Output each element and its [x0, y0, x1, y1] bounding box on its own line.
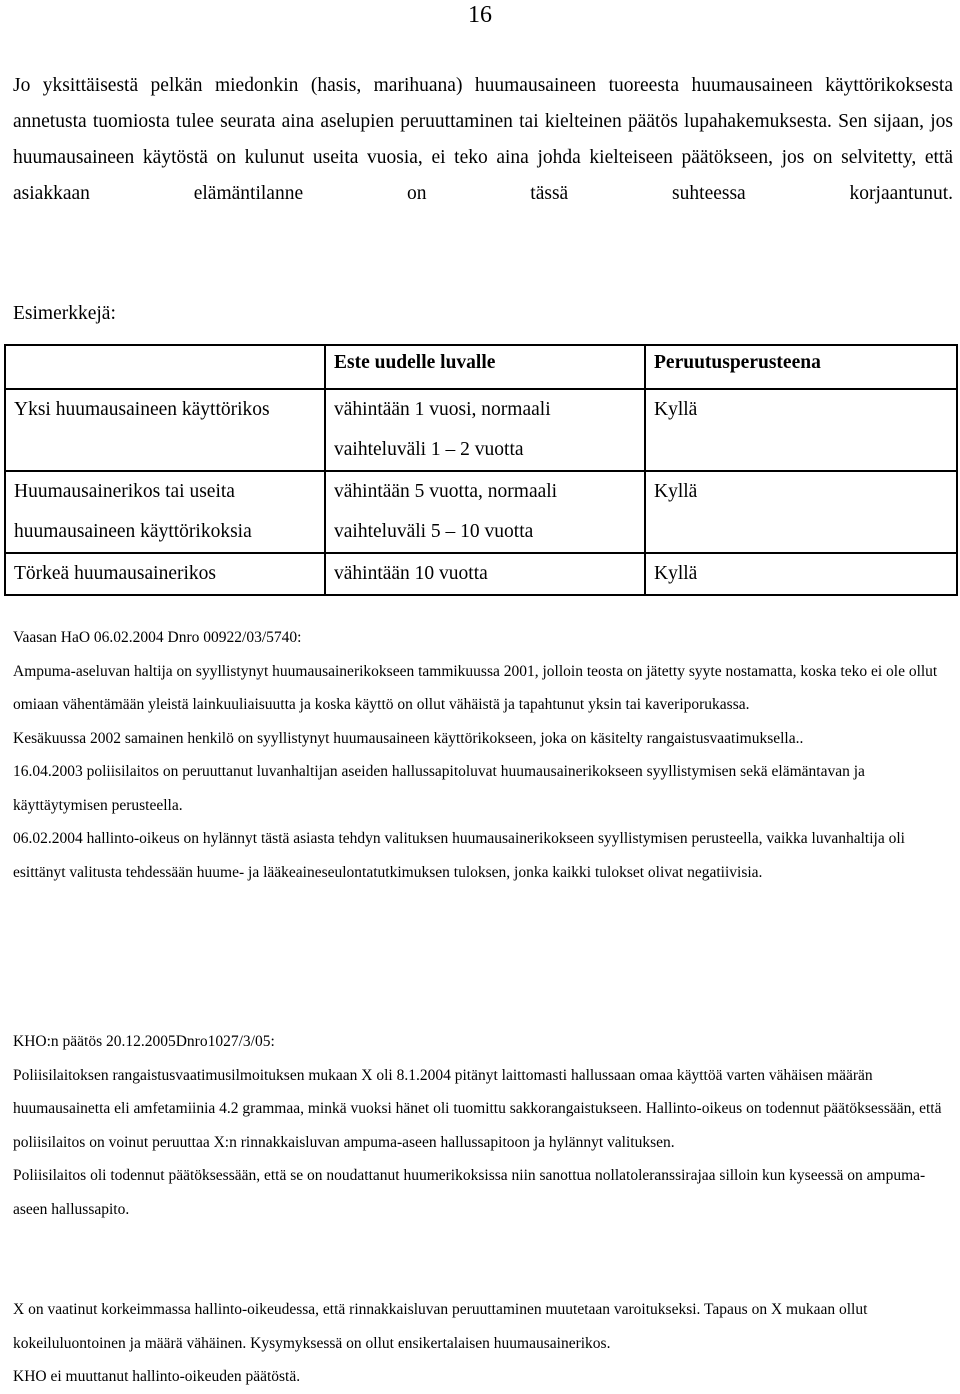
case-paragraph: Ampuma-aseluvan haltija on syyllistynyt huumausainerikokseen tammikuussa 2001, jolloin teosta on jätetty syyte nostamatta, koska teko ei ole ollut omiaan vähentämään yleistä lainkuuliaisuutta ja koska käyttö on ollut vähäistä ja tapahtunut yksin tai kaveriporukassa. [13, 662, 938, 713]
table-cell-obstacle: vähintään 5 vuotta, normaali vaihteluväli 5 – 10 vuotta [325, 471, 645, 553]
examples-heading: Esimerkkejä: [13, 303, 116, 324]
table-cell-offence: Yksi huumausaineen käyttörikos [5, 389, 325, 471]
case-paragraph: Poliisilaitoksen rangaistusvaatimusilmoituksen mukaan X oli 8.1.2004 pitänyt laittomasti hallussaan omaa käyttöä varten vähäisen määrän huumausainetta eli amfetamiinia 4.2 grammaa, minkä vuoksi hänet oli tuomittu sakkorangaistukseen. Hallinto-oikeus on todennut päätöksessään, että poliisilaitos on voinut peruuttaa X:n rinnakkaisluvan ampuma-aseen hallussapitoon ja hylännyt valituksen. [13, 1066, 942, 1151]
table-cell-offence: Törkeä huumausainerikos [5, 553, 325, 595]
case-paragraph: 06.02.2004 hallinto-oikeus on hylännyt tästä asiasta tehdyn valituksen huumausainerikokseen syyllistymisen perusteella, vaikka luvanhaltija oli esittänyt valitusta tehdessään huume- ja lääkeaineseulontatutkimuksen tuloksen, jonka kaikki tulokset olivat negatiivisia. [13, 830, 905, 881]
table-cell-revocation: Kyllä [645, 553, 957, 595]
header-revocation: Peruutusperusteena [645, 345, 957, 389]
case-paragraph: Poliisilaitos oli todennut päätöksessään, että se on noudattanut huumerikoksissa niin sanottua nollatoleranssirajaa silloin kun kyseessä on ampuma-aseen hallussapito. [13, 1167, 926, 1218]
table-cell-obstacle: vähintään 10 vuotta [325, 553, 645, 595]
examples-table [4, 344, 958, 596]
table-header-row [5, 345, 957, 389]
table-row [5, 471, 957, 553]
table-cell-revocation: Kyllä [645, 389, 957, 471]
table-cell-revocation: Kyllä [645, 471, 957, 553]
case-title: Vaasan HaO 06.02.2004 Dnro 00922/03/5740: [13, 629, 302, 646]
header-empty [5, 345, 325, 389]
case-kho-outcome [13, 1293, 953, 1394]
case-paragraph: KHO ei muuttanut hallinto-oikeuden päätöstä. [13, 1368, 301, 1385]
case-paragraph: 16.04.2003 poliisilaitos on peruuttanut luvanhaltijan aseiden hallussapitoluvat huumausainerikokseen syyllistymisen sekä elämäntavan ja käyttäytymisen perusteella. [13, 763, 865, 814]
header-obstacle: Este uudelle luvalle [325, 345, 645, 389]
case-vaasan-hao [13, 621, 953, 889]
case-kho-decision [13, 1025, 953, 1226]
case-title: KHO:n päätös 20.12.2005Dnro1027/3/05: [13, 1033, 275, 1050]
table-row [5, 553, 957, 595]
table-cell-offence: Huumausainerikos tai useita huumausaineen käyttörikoksia [5, 471, 325, 553]
table-cell-obstacle: vähintään 1 vuosi, normaali vaihteluväli 1 – 2 vuotta [325, 389, 645, 471]
case-paragraph: Kesäkuussa 2002 samainen henkilö on syyllistynyt huumausaineen käyttörikokseen, joka on käsitelty rangaistusvaatimuksella.. [13, 729, 804, 747]
case-paragraph: X on vaatinut korkeimmassa hallinto-oikeudessa, että rinnakkaisluvan peruuttaminen muutetaan varoitukseksi. Tapaus on X mukaan ollut kokeiluluontoinen ja määrä vähäinen. Kysymyksessä on ollut ensikertalaisen huumausainerikos. [13, 1301, 868, 1352]
table-row [5, 389, 957, 471]
page-number: 16 [468, 2, 492, 28]
intro-paragraph: Jo yksittäisestä pelkän miedonkin (hasis, marihuana) huumausaineen tuoreesta huumausaineen käyttörikoksesta annetusta tuomiosta tulee seurata aina aselupien peruuttaminen tai kielteinen päätös lupahakemuksesta. Sen sijaan, jos huumausaineen käytöstä on kulunut useita vuosia, ei teko aina johda kielteiseen päätökseen, jos on selvitetty, että asiakkaan elämäntilanne on tässä suhteessa korjaantunut. [13, 75, 953, 204]
